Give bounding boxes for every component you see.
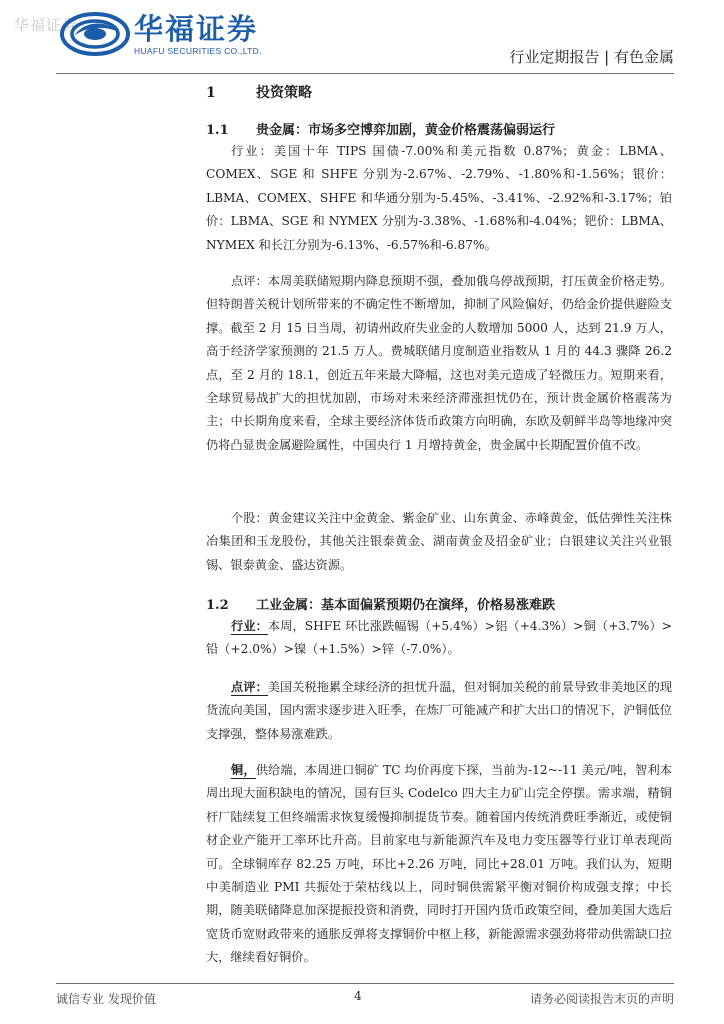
footer-divider <box>56 983 674 984</box>
watermark: 华福证券 <box>14 16 79 34</box>
subsection-title: 贵金属：市场多空博弈加剧，黄金价格震荡偏弱运行 <box>256 123 556 138</box>
paragraph-text: 供给端，本周进口铜矿 TC 均价再度下探，当前为-12~-11 美元/吨，智利本周出现大面积缺电的情况，国有巨头 Codelco 四大主力矿山完全停摆。需求端，精铜杆厂陆续复工但终端需求恢复缓慢抑制提货节奏。随着国内传统消费旺季渐近，或使铜材企业产能开工率环比升高。目前家电与新能源汽车及电力变压器等行业订单表现尚可。全球铜库存 82.25 万吨，环比+2.26 万吨，同比+28.01 万吨。我们认为，短期中美制造业 PMI 共振处于荣枯线以上，同时铜供需紧平衡对铜价构成强支撑；中长期，随美联储降息加深提振投资和消费，同时打开国内货币政策空间，叠加美国大选后宽货币宽财政带来的通胀反弹将支撑铜价中枢上移，新能源需求强劲将带动供需缺口拉大，继续看好铜价。 <box>206 763 672 965</box>
subsection-heading-industrial <box>206 594 555 613</box>
section-number: 1 <box>206 85 216 101</box>
subsection-heading-precious <box>206 119 555 138</box>
footer-disclaimer-note: 请务必阅读报告末页的声明 <box>529 992 674 1006</box>
paragraph-text: 美国关税拖累全球经济的担忧升温，但对铜加关税的前景导致非美地区的现货流向美国，国内需求逐步进入旺季，在炼厂可能减产和扩大出口的情况下，沪铜低位支撑强，整体易涨难跌。 <box>206 680 673 741</box>
footer-slogan: 诚信专业 发现价值 <box>56 992 156 1006</box>
copper-paragraph <box>206 759 672 970</box>
section-title: 投资策略 <box>256 85 312 101</box>
paragraph-lead: 铜， <box>231 763 256 777</box>
industrial-comment-paragraph <box>206 676 672 746</box>
subsection-title: 工业金属：基本面偏紧预期仍在演绎，价格易涨难跌 <box>256 598 556 613</box>
subsection-number: 1.1 <box>206 123 229 138</box>
company-logo <box>60 12 262 56</box>
paragraph-text: 本周，SHFE 环比涨跌幅锡（+5.4%）>铝（+4.3%）>铜（+3.7%）>铅（+2.0%）>镍（+1.5%）>锌（-7.0%）。 <box>206 619 673 657</box>
precious-comment-paragraph: 点评：本周美联储短期内降息预期不强，叠加俄乌停战预期，打压黄金价格走势。但特朗普关税计划所带来的不确定性不断增加，抑制了风险偏好，仍给金价提供避险支撑。截至 2 月 15 日当周，初请州政府失业金的人数增加 5000 人，达到 21.9 万人，高于经济学家预测的 21.5 万人。费城联储月度制造业指数从 1 月的 44.3 骤降 26.2 点，至 2 月的 18.1，创近五年来最大降幅，这也对美元造成了轻微压力。短期来看，全球贸易战扩大的担忧加剧，市场对未来经济滞涨担忧仍在，预计贵金属价格震荡为主；中长期角度来看，全球主要经济体货币政策方向明确，东欧及朝鲜半岛等地缘冲突仍将凸显贵金属避险属性，中国央行 1 月增持黄金，贵金属中长期配置价值不改。 <box>206 274 672 452</box>
paragraph-lead: 点评： <box>231 680 268 694</box>
huafu-swirl-logo-icon <box>60 12 130 56</box>
precious-industry-paragraph: 行业：美国十年 TIPS 国债-7.00%和美元指数 0.87%；黄金：LBMA、COMEX、SGE 和 SHFE 分别为-2.67%、-2.79%、-1.80%和-1.56%；银价：LBMA、COMEX、SHFE 和华通分别为-5.45%、-3.41%、-2.92%和-3.17%；铂价：LBMA、SGE 和 NYMEX 分别为-3.38%、-1.68%和-4.04%；钯价：LBMA、NYMEX 和长江分别为-6.13%、-6.57%和-6.87%。 <box>206 144 672 252</box>
page-number: 4 <box>354 989 362 1003</box>
logo-chinese-name: 华福证券 <box>134 11 259 46</box>
section-heading <box>206 82 312 102</box>
logo-english-name: HUAFU SECURITIES CO.,LTD. <box>134 45 262 56</box>
industrial-industry-paragraph <box>206 615 672 662</box>
report-type-label: 行业定期报告 | 有色金属 <box>509 48 674 66</box>
paragraph-lead: 行业： <box>231 619 268 633</box>
header-divider <box>56 73 674 74</box>
subsection-number: 1.2 <box>206 598 229 613</box>
precious-stocks-paragraph: 个股：黄金建议关注中金黄金、紫金矿业、山东黄金、赤峰黄金，低估弹性关注株冶集团和玉龙股份，其他关注银泰黄金、湖南黄金及招金矿业；白银建议关注兴业银锡、银泰黄金、盛达资源。 <box>206 511 672 572</box>
